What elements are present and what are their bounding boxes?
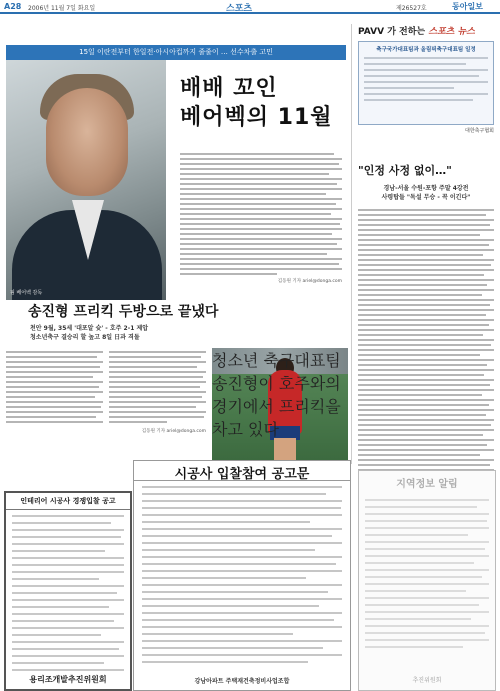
coach-photo[interactable] — [6, 60, 166, 300]
ad-brand-text: PAVV 가 전하는 — [358, 27, 426, 37]
interior-bid-ad[interactable] — [4, 491, 132, 691]
player-legs — [274, 438, 296, 460]
page-header — [0, 0, 500, 14]
contractor-bid-notice[interactable] — [133, 460, 351, 691]
schedule-box — [358, 41, 494, 125]
right-article-body — [358, 206, 494, 515]
ad-brand-accent: 스포츠 뉴스 — [428, 27, 475, 37]
issue-number: 제26527호 — [396, 5, 427, 12]
notice-title: 시공사 입찰참여 공고문 — [134, 461, 350, 481]
right-subhead-line-1: 경남-서울 수원-포항 주말 4강전 — [383, 185, 469, 192]
second-subhead-line-2: 청소년축구 결승리 할 높고 8일 日과 격돌 — [30, 334, 140, 341]
main-byline: 김동원 기자 ariel@donga.com — [277, 279, 342, 284]
main-article-body — [180, 150, 342, 284]
player-photo-caption: 청소년 축구대표팀 송진형이 호주와의 경기에서 프리킥을 차고 있다 — [212, 351, 341, 439]
interior-ad-footer: 용리조개발추진위원회 — [29, 675, 107, 684]
photo-face — [46, 88, 128, 196]
right-story-subhead — [358, 184, 494, 202]
second-byline: 김동원 기자 ariel@donga.com — [141, 429, 206, 434]
column-divider — [351, 24, 352, 464]
issue-date: 2006년 11월 7일 화요일 — [28, 5, 96, 12]
section-title: 스포츠 — [226, 4, 253, 14]
second-subhead-line-1: 천안 9월, 35세 '대포알 슛' - 호주 2-1 제압 — [30, 325, 149, 332]
pavv-sports-ad[interactable] — [358, 24, 494, 134]
interior-ad-title: 인테리어 시공사 경쟁입찰 공고 — [6, 493, 130, 510]
schedule-title: 축구국가대표팀과 올림픽축구대표팀 일정 — [376, 47, 476, 53]
right-story-headline[interactable]: "인정 사정 없이…" — [358, 164, 452, 177]
notice-footer: 강남아파트 주택재건축정비사업조합 — [194, 678, 290, 685]
second-subhead — [30, 324, 148, 342]
photo-caption: 핌 베어벡 감독 — [10, 290, 43, 296]
blur-ad-title: 지역정보 알림 — [396, 479, 458, 490]
headline-line-1: 배배 꼬인 — [180, 76, 278, 101]
story-kicker: 15일 이란전부터 한일전·아시아컵까지 줄줄이 … 선수차출 고민 — [6, 45, 346, 60]
ad-brand — [358, 24, 494, 37]
newspaper-name: 동아일보 — [452, 2, 483, 11]
blur-ad-footer: 추진위원회 — [412, 677, 442, 684]
local-notice-ad[interactable] — [358, 470, 496, 691]
page-number: A28 — [4, 2, 22, 11]
ad-signature: 대한축구협회 — [465, 128, 494, 134]
second-headline[interactable]: 송진형 프리킥 두방으로 끝냈다 — [28, 304, 219, 320]
second-article-body — [6, 348, 206, 434]
main-headline[interactable] — [180, 74, 340, 132]
headline-line-2: 베어벡의 11월 — [180, 105, 333, 130]
right-subhead-line-2: 사령탑들 "독설 무승 - 꼭 이긴다" — [381, 194, 471, 201]
